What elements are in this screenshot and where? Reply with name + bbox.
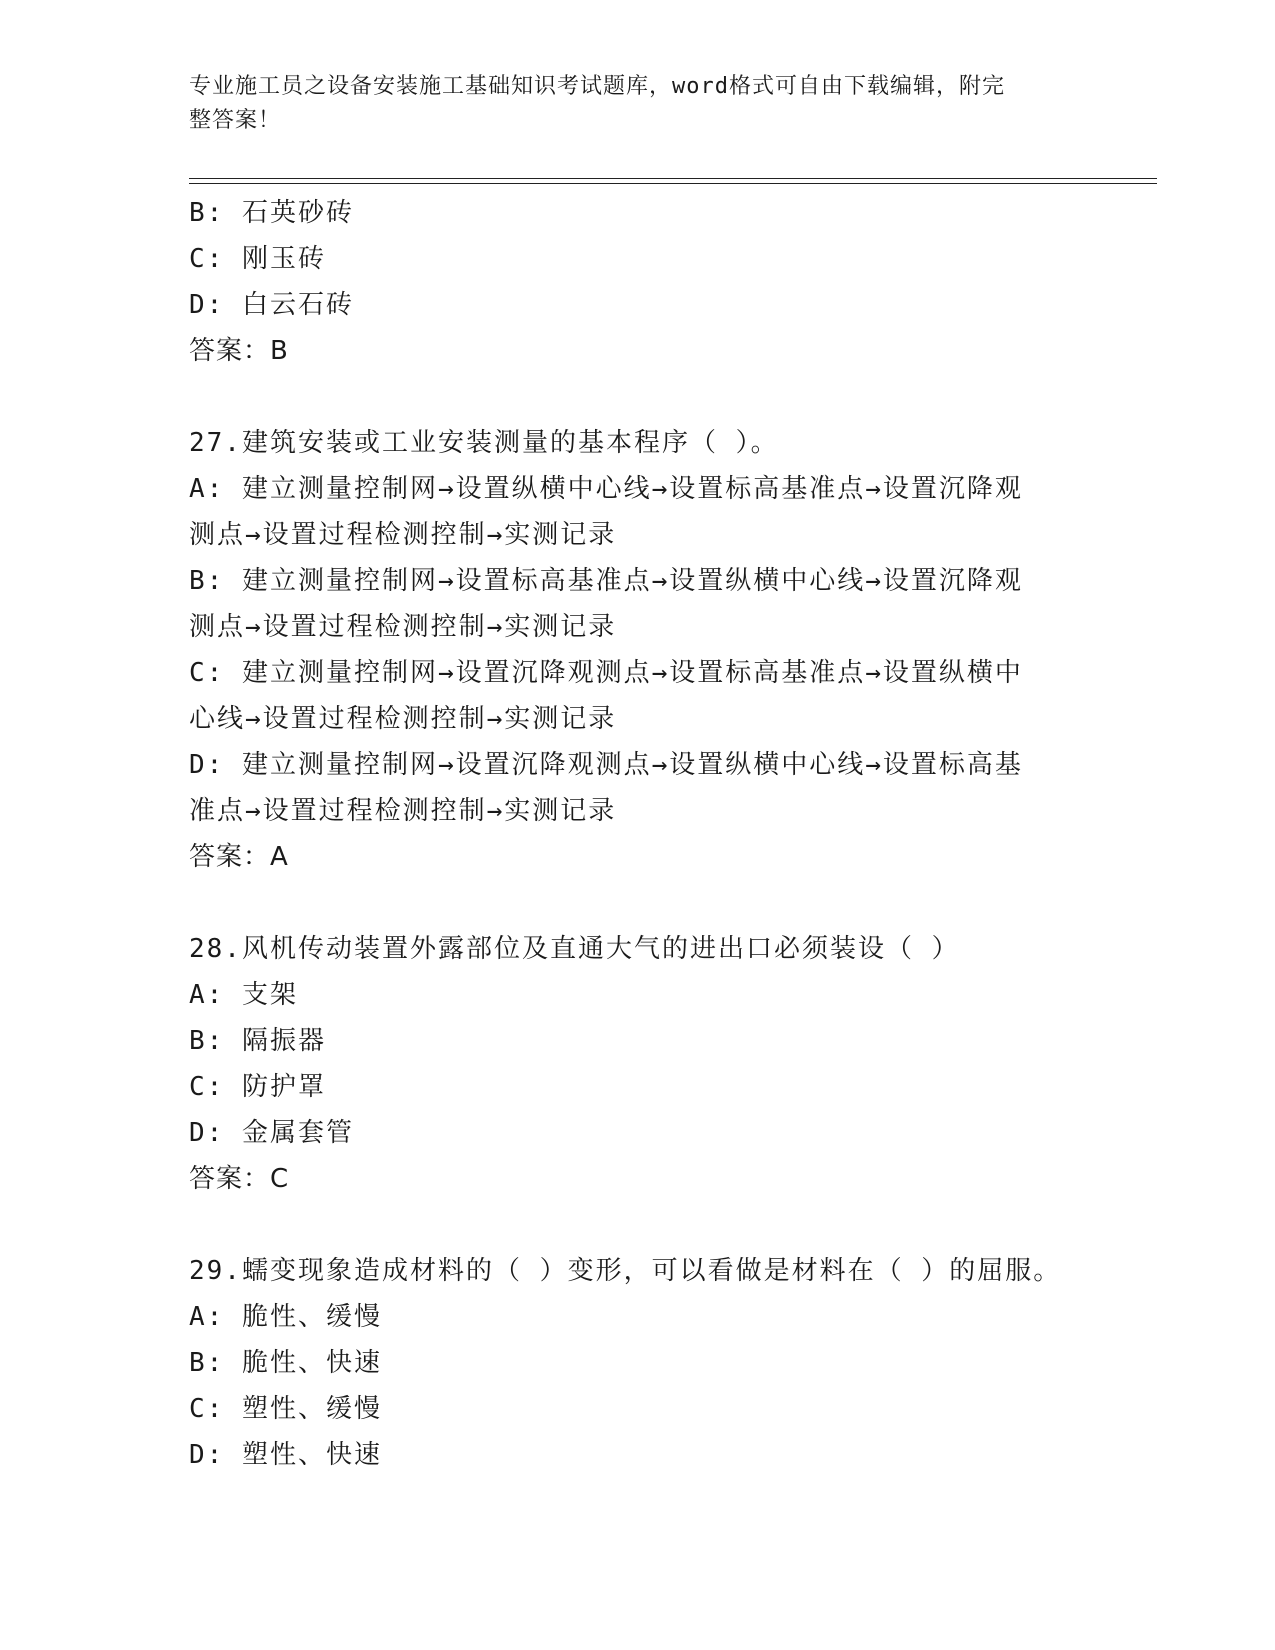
- option-d-line-2: 准点→设置过程检测控制→实测记录: [189, 796, 617, 826]
- option-a: A: 支架: [189, 980, 298, 1010]
- option-b: B: 隔振器: [189, 1026, 326, 1056]
- option-b: B: 石英砂砖: [189, 198, 354, 228]
- header-divider-bottom: [189, 183, 1157, 184]
- question-text: 28.风机传动装置外露部位及直通大气的进出口必须装设（ ）: [189, 934, 960, 964]
- question-27: [189, 420, 1089, 880]
- option-d: D: 白云石砖: [189, 290, 354, 320]
- spacer: [189, 374, 1089, 420]
- option-a: A: 脆性、缓慢: [189, 1302, 382, 1332]
- option-c-line-1: C: 建立测量控制网→设置沉降观测点→设置标高基准点→设置纵横中: [189, 658, 1023, 688]
- question-26: [189, 190, 1089, 374]
- option-b-line-1: B: 建立测量控制网→设置标高基准点→设置纵横中心线→设置沉降观: [189, 566, 1023, 596]
- answer: 答案：B: [189, 336, 289, 366]
- question-text: 29.蠕变现象造成材料的（ ）变形，可以看做是材料在（ ）的屈服。: [189, 1256, 1062, 1286]
- spacer: [189, 1202, 1089, 1248]
- header-divider-top: [189, 178, 1157, 179]
- option-a-line-1: A: 建立测量控制网→设置纵横中心线→设置标高基准点→设置沉降观: [189, 474, 1023, 504]
- header-line-1: 专业施工员之设备安装施工基础知识考试题库，word格式可自由下载编辑，附完: [189, 74, 1005, 99]
- question-text: 27.建筑安装或工业安装测量的基本程序（ ）。: [189, 428, 779, 458]
- answer: 答案：C: [189, 1164, 290, 1194]
- spacer: [189, 880, 1089, 926]
- question-29: [189, 1248, 1089, 1478]
- question-list: [189, 190, 1089, 1478]
- option-a-line-2: 测点→设置过程检测控制→实测记录: [189, 520, 617, 550]
- option-d-line-1: D: 建立测量控制网→设置沉降观测点→设置纵横中心线→设置标高基: [189, 750, 1023, 780]
- option-c-line-2: 心线→设置过程检测控制→实测记录: [189, 704, 617, 734]
- option-c: C: 塑性、缓慢: [189, 1394, 382, 1424]
- answer: 答案：A: [189, 842, 289, 872]
- option-c: C: 刚玉砖: [189, 244, 326, 274]
- header-line-2: 整答案！: [189, 108, 282, 133]
- option-c: C: 防护罩: [189, 1072, 326, 1102]
- option-d: D: 金属套管: [189, 1118, 354, 1148]
- option-b-line-2: 测点→设置过程检测控制→实测记录: [189, 612, 617, 642]
- option-d: D: 塑性、快速: [189, 1440, 382, 1470]
- option-b: B: 脆性、快速: [189, 1348, 382, 1378]
- question-28: [189, 926, 1089, 1202]
- page-header: [189, 70, 1089, 138]
